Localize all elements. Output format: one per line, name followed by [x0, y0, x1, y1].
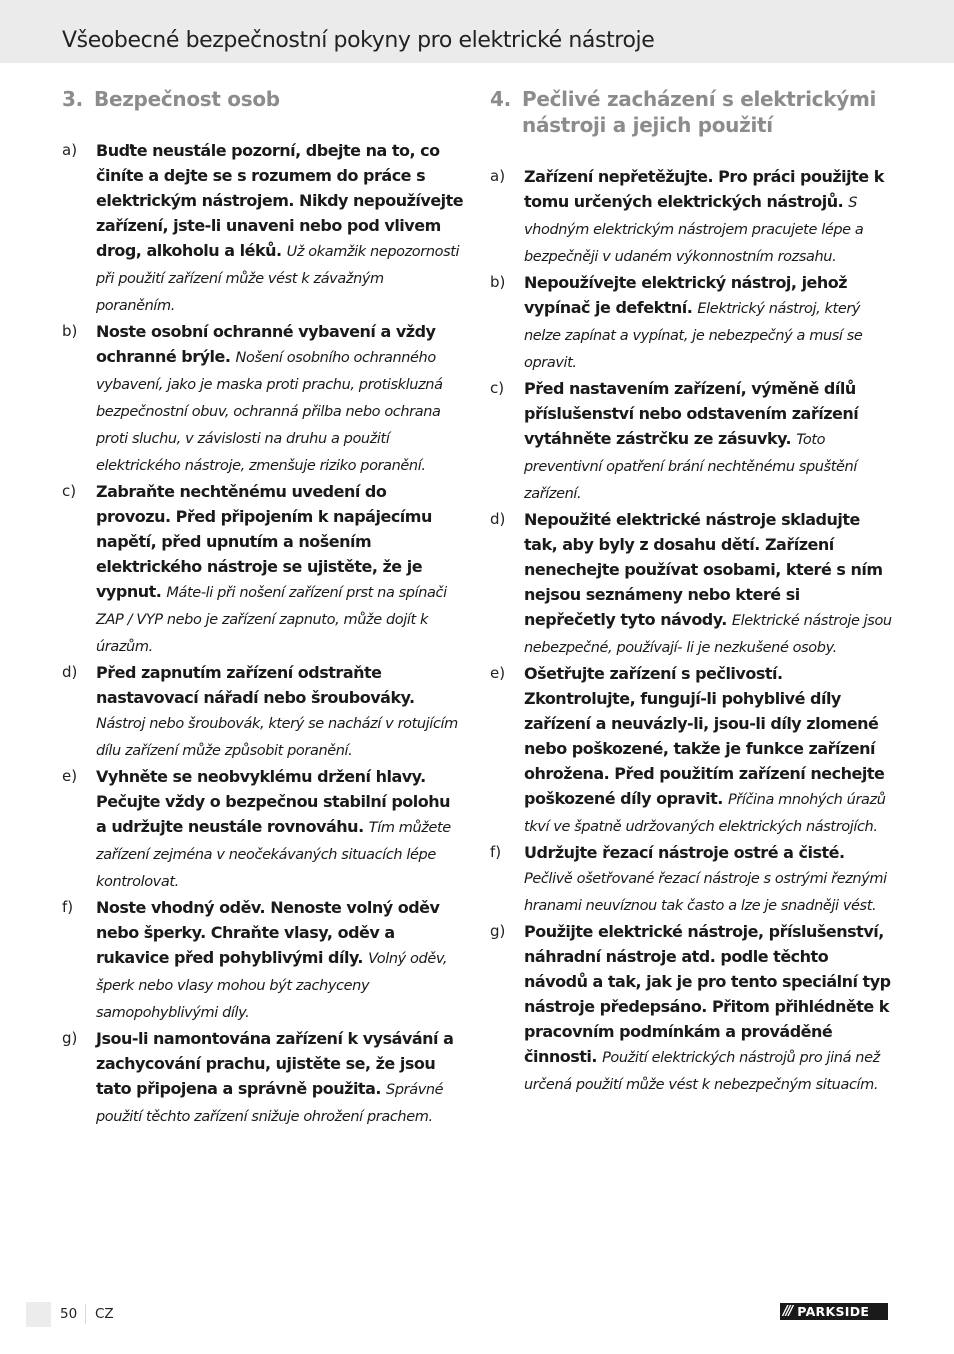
item-label: f): [490, 843, 502, 861]
section-number: 4.: [490, 87, 511, 111]
list-item: [490, 840, 892, 919]
section-number: 3.: [62, 87, 83, 111]
item-bold-text: Noste vhodný oděv. Nenoste volný oděv nebo šperky. Chraňte vlasy, oděv a rukavice před pohyblivými díly.: [96, 898, 440, 967]
list-item: [62, 479, 464, 660]
item-italic-text: Příčina mnohých úrazů tkví ve špatně udržovaných elektrických nástrojích.: [524, 792, 886, 835]
item-italic-text: S vhodným elektrickým nástrojem pracujete lépe a bezpečněji v udaném výkonnostním rozsahu.: [524, 195, 864, 265]
item-bold-text: Buďte neustále pozorní, dbejte na to, co činíte a dejte se s rozumem do práce s elektrickým nástrojem. Nikdy nepoužívejte zařízení, jste-li unaveni nebo pod vlivem drog, alkoholu a léků.: [96, 141, 464, 260]
item-italic-text: Nošení osobního ochranného vybavení, jako je maska proti prachu, protiskluzná bezpečnostní obuv, ochranná přilba nebo ochrana proti sluchu, v závislosti na druhu a použití elektrického nástroje, zmenšuje riziko poranění.: [96, 350, 443, 474]
item-label: a): [490, 167, 506, 185]
item-italic-text: Použití elektrických nástrojů pro jiná než určená použití může vést k nebezpečným situacím.: [524, 1050, 880, 1093]
item-bold-text: Ošetřujte zařízení s pečlivostí. Zkontrolujte, fungují-li pohyblivé díly zařízení a neuvázly-li, jsou-li díly zlomené nebo poškozené, takže je funkce zařízení ohrožena. Před použitím zařízení nechejte poškozené díly opravit.: [524, 664, 885, 808]
item-italic-text: Elektrické nástroje jsou nebezpečné, používají- li je nezkušené osoby.: [524, 613, 892, 656]
item-bold-text: Zabraňte nechtěnému uvedení do provozu. Před připojením k napájecímu napětí, před upnutím a nošením elektrického nástroje se ujistěte, že je vypnut.: [96, 482, 432, 601]
footer-divider: [85, 1304, 86, 1324]
section-personal-safety: [62, 86, 464, 1130]
item-label: d): [490, 510, 506, 528]
list-item: [490, 164, 892, 270]
item-bold-text: Noste osobní ochranné vybavení a vždy ochranné brýle.: [96, 322, 436, 366]
list-item: [62, 895, 464, 1026]
item-bold-text: Udržujte řezací nástroje ostré a čisté.: [524, 843, 845, 862]
item-label: e): [62, 767, 78, 785]
item-bold-text: Jsou-li namontována zařízení k vysávání a zachycování prachu, ujistěte se, že jsou tato připojena a správně použita.: [96, 1029, 454, 1098]
item-label: b): [62, 322, 78, 340]
item-bold-text: Vyhněte se neobvyklému držení hlavy. Pečujte vždy o bezpečnou stabilní polohu a udržujte neustále rovnováhu.: [96, 767, 451, 836]
item-italic-text: Máte-li při nošení zařízení prst na spínači ZAP / VYP nebo je zařízení zapnuto, může dojít k úrazům.: [96, 585, 447, 655]
item-list: [62, 138, 464, 1130]
section-heading: [62, 86, 464, 112]
item-label: g): [490, 922, 506, 940]
list-item: [490, 919, 892, 1098]
item-label: c): [62, 482, 77, 500]
header-bar: [0, 0, 954, 63]
logo-stripes-icon: ///: [783, 1304, 792, 1319]
item-bold-text: Před zapnutím zařízení odstraňte nastavovací nářadí nebo šroubováky.: [96, 663, 415, 707]
item-bold-text: Nepoužívejte elektrický nástroj, jehož vypínač je defektní.: [524, 273, 848, 317]
list-item: [62, 138, 464, 319]
list-item: [62, 764, 464, 895]
page-title: Všeobecné bezpečnostní pokyny pro elektrické nástroje: [62, 28, 655, 53]
language-code: CZ: [95, 1306, 114, 1322]
item-bold-text: Zařízení nepřetěžujte. Pro práci použijte k tomu určených elektrických nástrojů.: [524, 167, 884, 211]
list-item: [62, 1026, 464, 1130]
section-title: Pečlivé zacházení s elektrickými nástroji a jejich použití: [522, 87, 877, 137]
item-bold-text: Před nastavením zařízení, výměně dílů příslušenství nebo odstavením zařízení vytáhněte zástrčku ze zásuvky.: [524, 379, 859, 448]
item-italic-text: Tím můžete zařízení zejména v neočekávaných situacích lépe kontrolovat.: [96, 820, 451, 890]
list-item: [490, 507, 892, 661]
item-label: a): [62, 141, 78, 159]
list-item: [490, 270, 892, 376]
item-label: d): [62, 663, 78, 681]
section-heading: [490, 86, 892, 138]
item-italic-text: Správné použití těchto zařízení snižuje ohrožení prachem.: [96, 1082, 444, 1125]
item-italic-text: Už okamžik nepozornosti při použití zařízení může vést k závažným poraněním.: [96, 244, 460, 314]
item-bold-text: Použijte elektrické nástroje, příslušenství, náhradní nástroje atd. podle těchto návodů a tak, jak je pro tento speciální typ nástroje předepsáno. Přitom přihlédněte k pracovním podmínkám a prováděné činnosti.: [524, 922, 891, 1066]
item-label: g): [62, 1029, 78, 1047]
list-item: [62, 319, 464, 479]
page-number: 50: [60, 1306, 78, 1322]
item-label: c): [490, 379, 505, 397]
section-title: Bezpečnost osob: [94, 87, 280, 111]
brand-name: PARKSIDE: [797, 1304, 870, 1319]
list-item: [62, 660, 464, 764]
item-label: f): [62, 898, 74, 916]
item-italic-text: Elektrický nástroj, který nelze zapínat a vypínat, je nebezpečný a musí se opravit.: [524, 301, 863, 371]
list-item: [490, 661, 892, 840]
item-italic-text: Nástroj nebo šroubovák, který se nachází v rotujícím dílu zařízení může způsobit poranění.: [96, 716, 458, 759]
item-label: b): [490, 273, 506, 291]
item-italic-text: Pečlivě ošetřované řezací nástroje s ostrými řeznými hranami neuvíznou tak často a lze je snadněji vést.: [524, 871, 887, 914]
list-item: [490, 376, 892, 507]
item-italic-text: Volný oděv, šperk nebo vlasy mohou být zachyceny samopohyblivými díly.: [96, 951, 448, 1021]
item-italic-text: Toto preventivní opatření brání nechtěnému spuštění zařízení.: [524, 432, 857, 502]
section-tool-care: [490, 86, 892, 1098]
footer-marker: [26, 1302, 51, 1327]
brand-logo: [780, 1303, 888, 1320]
item-label: e): [490, 664, 506, 682]
item-bold-text: Nepoužité elektrické nástroje skladujte tak, aby byly z dosahu dětí. Zařízení nenechejte používat osobami, které s ním nejsou seznámeny nebo které si nepřečetly tyto návody.: [524, 510, 883, 629]
item-list: [490, 164, 892, 1098]
